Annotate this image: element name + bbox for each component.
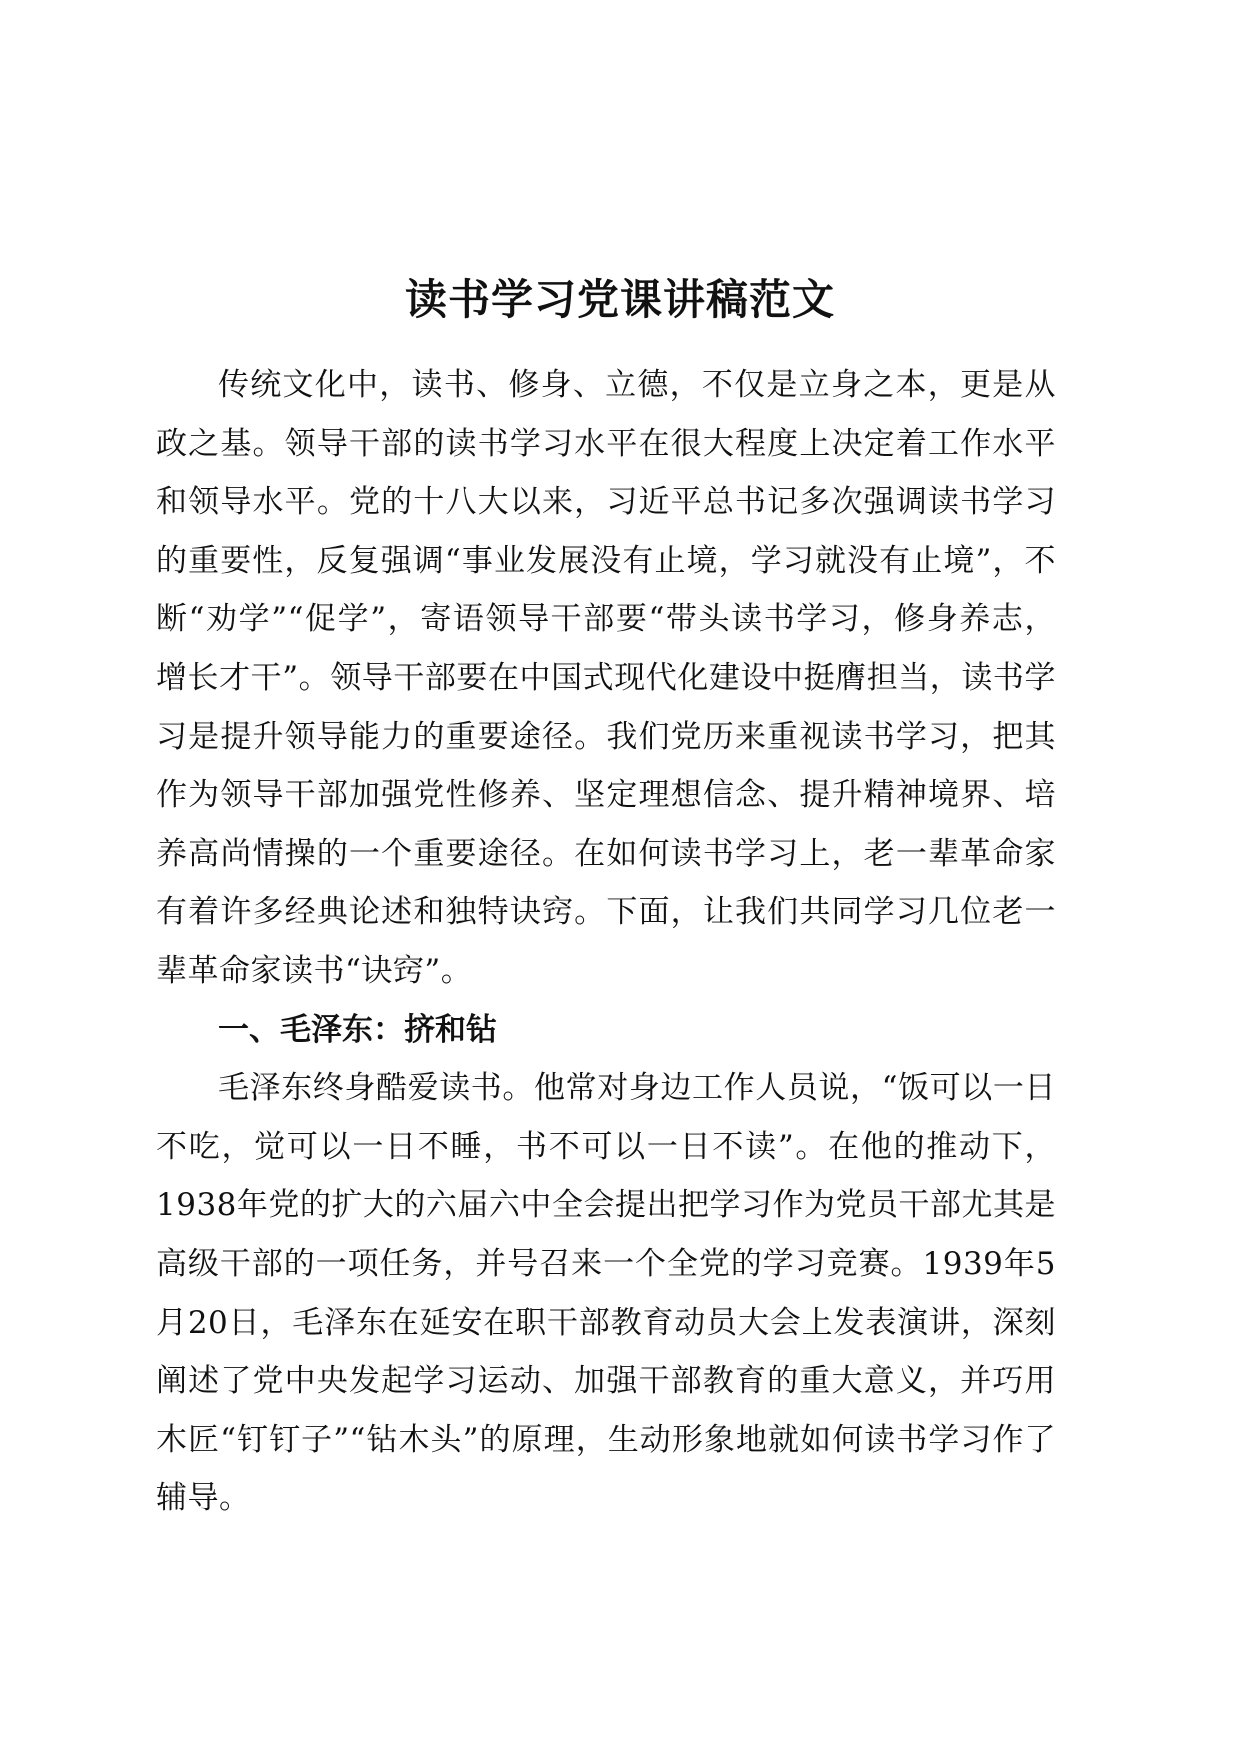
section-heading-mao-zedong: 一、毛泽东：挤和钻 <box>218 1011 497 1048</box>
section-paragraph-mao-zedong: 毛泽东终身酷爱读书。他常对身边工作人员说，“饭可以一日不吃，觉可以一日不睡，书不可以一日不读”。在他的推动下，1938年党的扩大的六届六中全会提出把学习作为党员干部尤其是高级干部的一项任务，并号召来一个全党的学习竞赛。1939年5月20日，毛泽东在延安在职干部教育动员大会上发表演讲，深刻阐述了党中央发起学习运动、加强干部教育的重大意义，并巧用木匠“钉钉子”“钻木头”的原理，生动形象地就如何读书学习作了辅导。 <box>156 1070 1056 1517</box>
intro-paragraph: 传统文化中，读书、修身、立德，不仅是立身之本，更是从政之基。领导干部的读书学习水平在很大程度上决定着工作水平和领导水平。党的十八大以来，习近平总书记多次强调读书学习的重要性，反复强调“事业发展没有止境，学习就没有止境”，不断“劝学”“促学”，寄语领导干部要“带头读书学习，修身养志，增长才干”。领导干部要在中国式现代化建设中挺膺担当，读书学习是提升领导能力的重要途径。我们党历来重视读书学习，把其作为领导干部加强党性修养、坚定理想信念、提升精神境界、培养高尚情操的一个重要途径。在如何读书学习上，老一辈革命家有着许多经典论述和独特诀窍。下面，让我们共同学习几位老一辈革命家读书“诀窍”。 <box>156 367 1056 989</box>
document-body <box>156 356 1056 1528</box>
document-title: 读书学习党课讲稿范文 <box>404 275 835 324</box>
